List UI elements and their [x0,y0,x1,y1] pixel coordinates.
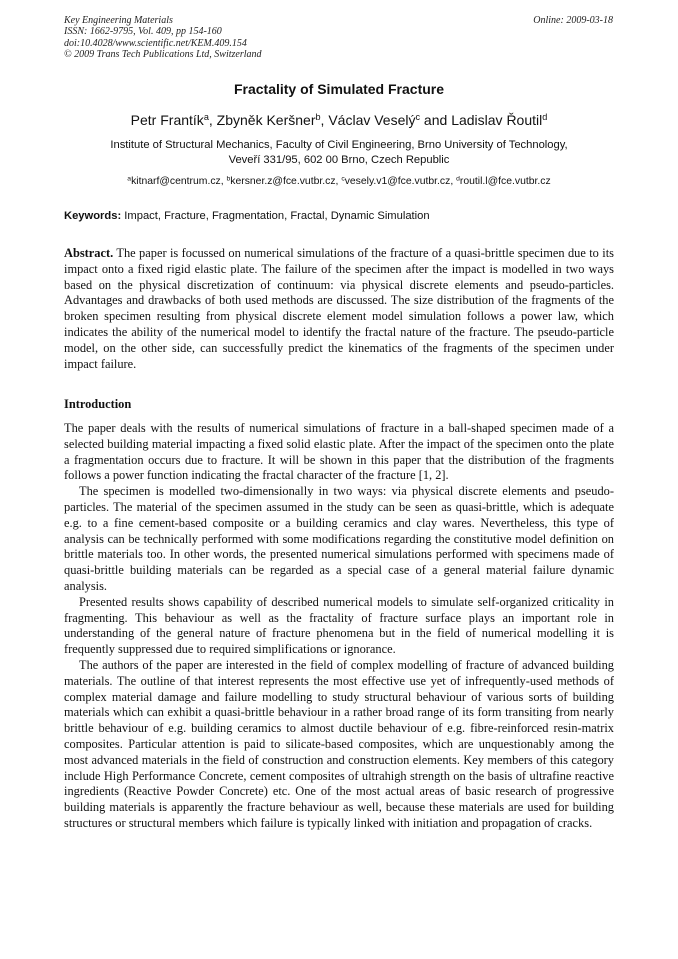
affiliation [64,138,614,168]
keywords [64,210,614,222]
doi-line: doi:10.4028/www.scientific.net/KEM.409.154 [64,37,247,49]
keywords-label: Keywords: [64,210,122,222]
author-separator: and [420,112,452,128]
paragraph: The paper deals with the results of numerical simulations of fracture in a ball-shaped specimen made of a selected building material impacting a fixed solid elastic plate. After the impact of the specimen onto the plate a fragmentation occurs due to fracture. It will be shown in this paper that the distribution of the fragments follows a power function indicating the fractal character of the fracture [1, 2]. [64,421,614,483]
abstract [64,246,614,372]
author-separator: , [320,112,329,128]
author-separator: , [208,112,217,128]
email-marker: b [226,175,231,183]
author-name: Petr Frantík [130,112,204,128]
paragraph: The specimen is modelled two-dimensionally in two ways: via physical discrete elements and pseudo-particles. The material of the specimen assumed in the study can be seen as quasi-brittle, which is adequate e.g. to a fine cement-based composite or a building ceramics and clay wares. Nevertheless, this type of analysis can be technically performed with some modifications regarding the constitutive model definition on brittle materials too. In other words, the presented numerical simulations performed with specimens made of quasi-brittle building materials can be regarded as a special case of a general material failure dynamic analysis. [64,484,614,593]
author-name: Zbyněk Keršner [216,112,316,128]
paragraph: Presented results shows capability of described numerical models to simulate self-organized criticality in fragmenting. This behaviour as well as the fractality of fracture surface plays an important role in understanding of the general nature of fracture phenomena but in the field of numerical modelling it is frequently suppressed due to required simplifications or ignorance. [64,594,614,657]
issn-line: ISSN: 1662-9795, Vol. 409, pp 154-160 [64,26,222,38]
abstract-text: The paper is focussed on numerical simulations of the fracture of a quasi-brittle specimen due to its impact onto a fixed rigid elastic plate. The failure of the specimen after the impact is modelled in two ways based on the physical discretization of continuum: via physical discrete elements and pseudo-particles. Advantages and drawbacks of both used methods are discussed. The size distribution of the fragments of the broken specimen resulting from physical discrete element model simulation follows a power law, which indicates the ability of the numerical model to identify the fractal nature of the fracture. The pseudo-particle model, on the other side, can successfully predict the kinematics of the fragments of the specimen under impact failure. [64,246,614,371]
email-marker: a [127,175,132,183]
author-marker: d [542,112,548,122]
journal-name: Key Engineering Materials [64,15,173,26]
email-marker: d [456,175,460,183]
author-emails: $^a$kitnarf@centrum.cz, $^b$kersner.z@fce.vutbr.cz, $^c$vesely.v1@fce.vutbr.cz, $^d$routil.l@fce.vutbr.cz [127,175,551,187]
author-marker: c [415,112,421,122]
email-link[interactable]: vesely.v1@fce.vutbr.cz [344,176,451,187]
author-name: Ladislav Řoutil [451,112,543,128]
author-list [64,112,614,128]
paper-title: Fractality of Simulated Fracture [233,81,445,97]
online-date: Online: 2009-03-18 [533,15,613,26]
affiliation-line: Institute of Structural Mechanics, Faculty of Civil Engineering, Brno University of Technology, [110,139,568,151]
keywords-text: Impact, Fracture, Fragmentation, Fractal, Dynamic Simulation [121,210,430,222]
author-marker: a [203,112,209,122]
author-name: Václav Veselý [328,112,416,128]
email-marker: c [341,175,345,183]
publication-info [64,15,262,60]
section-heading-introduction: Introduction [64,397,132,411]
paragraph: The authors of the paper are interested in the field of complex modelling of fracture of advanced building materials. The outline of that interest represents the most effective use yet of infrequently-used methods of complex material damage and failure modelling to study structural behaviour of various sorts of building materials which can exhibit a quasi-brittle behaviour in a rather broad range of its form transiting from nearly brittle behaviour of e.g. building ceramics to almost ductile behaviour of e.g. fibre-reinforced resin-matrix composites. Particular attention is paid to silicate-based composites, which are unquestionably among the most advanced materials in the field of construction and construction elements. Key members of this category include High Performance Concrete, cement composites of ultrahigh strength on the basis of ultrafine reactive ingredients (Reactive Powder Concrete) etc. One of the most actual areas of basic research of progressive building materials is apparently the fracture behaviour as well, because these materials are used for building structures or structural members which failure is typically linked with initiation and propagation of cracks. [64,657,614,830]
abstract-label: Abstract. [64,246,114,260]
author-marker: b [315,112,321,122]
affiliation-line: Veveří 331/95, 602 00 Brno, Czech Republic [228,154,450,166]
email-link[interactable]: kitnarf@centrum.cz [131,176,221,187]
introduction-body [64,421,614,832]
email-link[interactable]: routil.l@fce.vutbr.cz [459,176,551,187]
copyright-line: © 2009 Trans Tech Publications Ltd, Switzerland [64,48,262,60]
email-link[interactable]: kersner.z@fce.vutbr.cz [230,176,336,187]
